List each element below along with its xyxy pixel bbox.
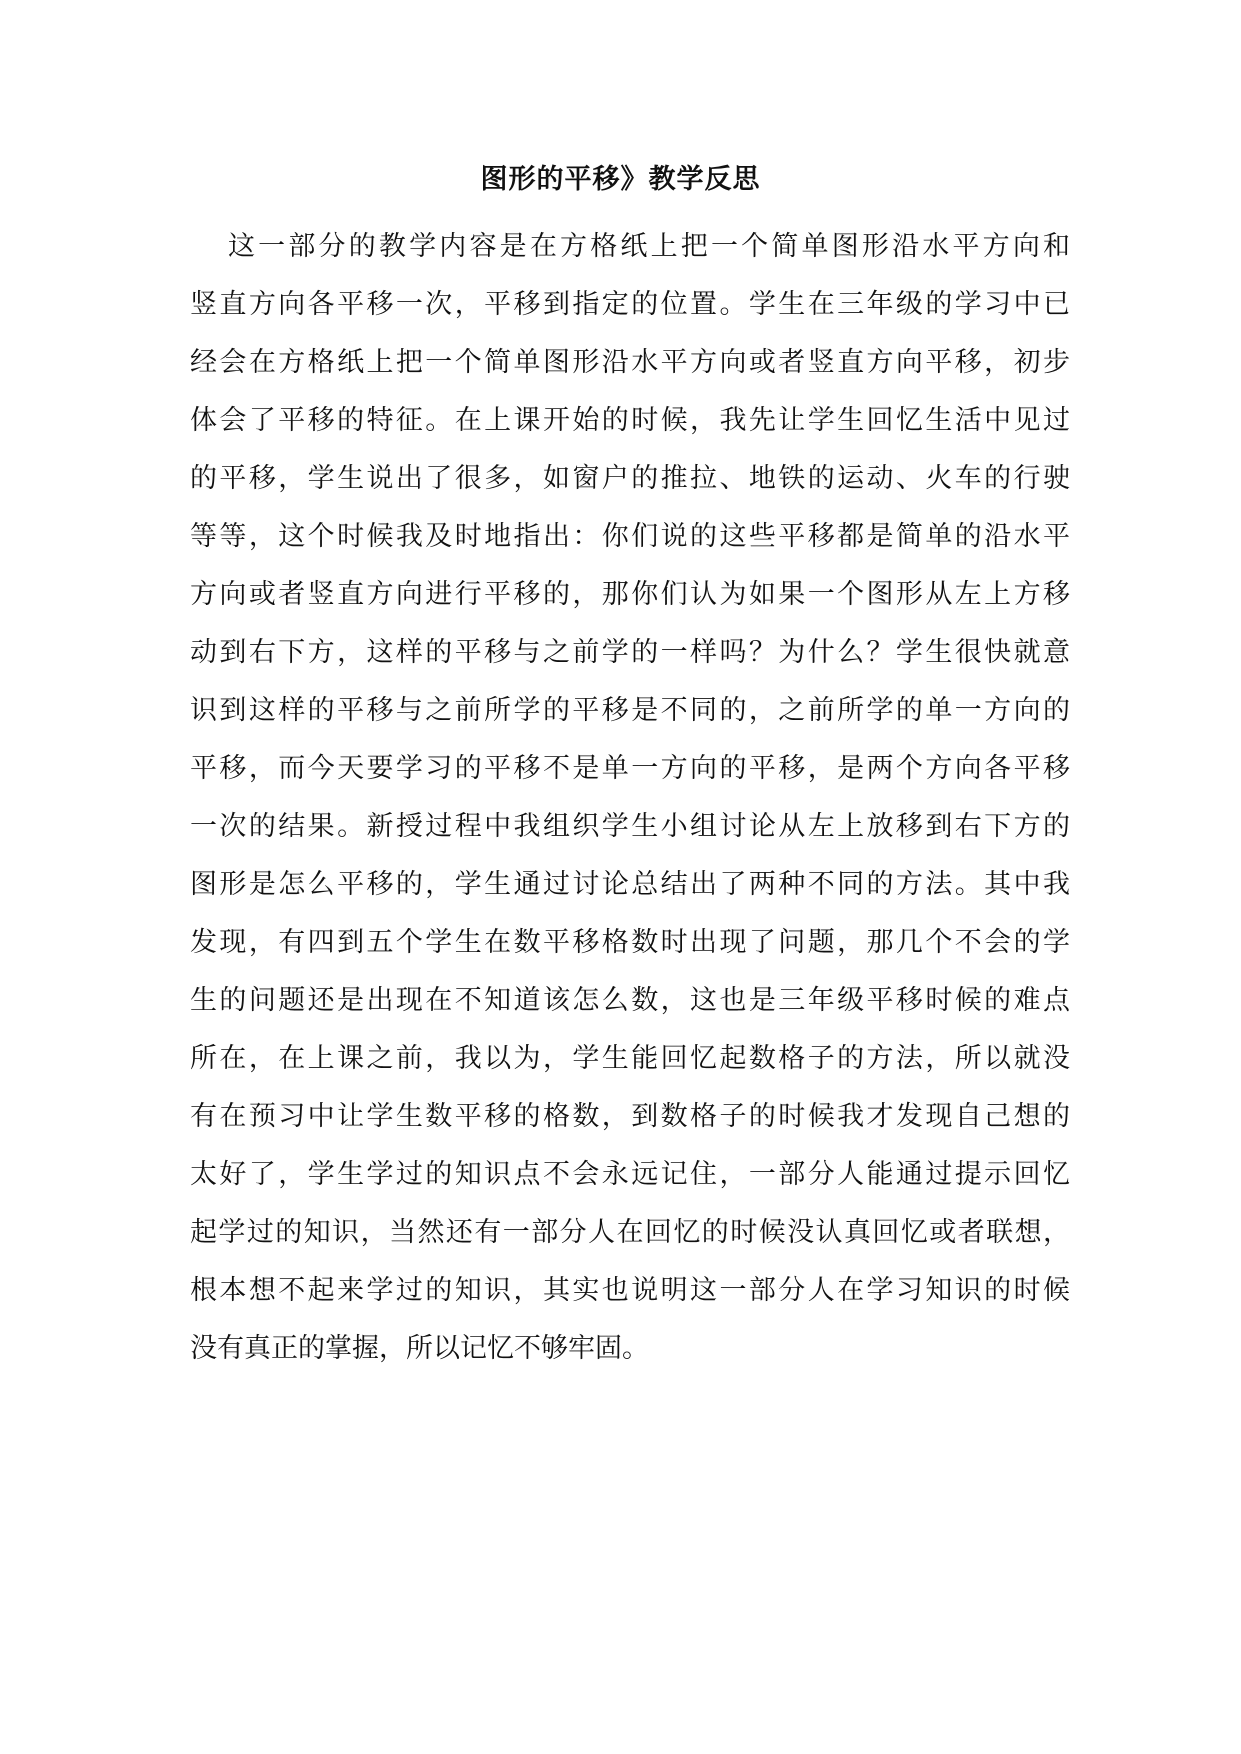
- body-line: 生的问题还是出现在不知道该怎么数，这也是三年级平移时候的难点: [190, 985, 1070, 1016]
- body-line: 动到右下方，这样的平移与之前学的一样吗？为什么？学生很快就意: [190, 637, 1070, 668]
- body-line: 方向或者竖直方向进行平移的，那你们认为如果一个图形从左上方移: [190, 579, 1070, 610]
- body-line: 平移，而今天要学习的平移不是单一方向的平移，是两个方向各平移: [190, 753, 1070, 784]
- body-line: 有在预习中让学生数平移的格数，到数格子的时候我才发现自己想的: [190, 1101, 1070, 1132]
- body-line: 等等，这个时候我及时地指出：你们说的这些平移都是简单的沿水平: [190, 521, 1070, 552]
- document-body: [190, 227, 1070, 1387]
- body-line: 没有真正的掌握，所以记忆不够牢固。: [190, 1333, 649, 1364]
- body-line: 经会在方格纸上把一个简单图形沿水平方向或者竖直方向平移，初步: [190, 347, 1070, 378]
- body-line: 太好了，学生学过的知识点不会永远记住，一部分人能通过提示回忆: [190, 1159, 1070, 1190]
- body-line: 的平移，学生说出了很多，如窗户的推拉、地铁的运动、火车的行驶: [190, 463, 1070, 494]
- body-line: 竖直方向各平移一次，平移到指定的位置。学生在三年级的学习中已: [190, 289, 1070, 320]
- body-line: 体会了平移的特征。在上课开始的时候，我先让学生回忆生活中见过: [190, 405, 1070, 436]
- body-line: 识到这样的平移与之前所学的平移是不同的，之前所学的单一方向的: [190, 695, 1070, 726]
- document-title: 图形的平移》教学反思: [480, 164, 761, 195]
- body-line: 图形是怎么平移的，学生通过讨论总结出了两种不同的方法。其中我: [190, 869, 1070, 900]
- body-line: 发现，有四到五个学生在数平移格数时出现了问题，那几个不会的学: [190, 927, 1070, 958]
- body-line: 一次的结果。新授过程中我组织学生小组讨论从左上放移到右下方的: [190, 811, 1070, 842]
- body-line: 所在，在上课之前，我以为，学生能回忆起数格子的方法，所以就没: [190, 1043, 1070, 1074]
- body-line: 这一部分的教学内容是在方格纸上把一个简单图形沿水平方向和: [228, 231, 1070, 262]
- body-line: 起学过的知识，当然还有一部分人在回忆的时候没认真回忆或者联想，: [190, 1217, 1070, 1248]
- body-line: 根本想不起来学过的知识，其实也说明这一部分人在学习知识的时候: [190, 1275, 1070, 1306]
